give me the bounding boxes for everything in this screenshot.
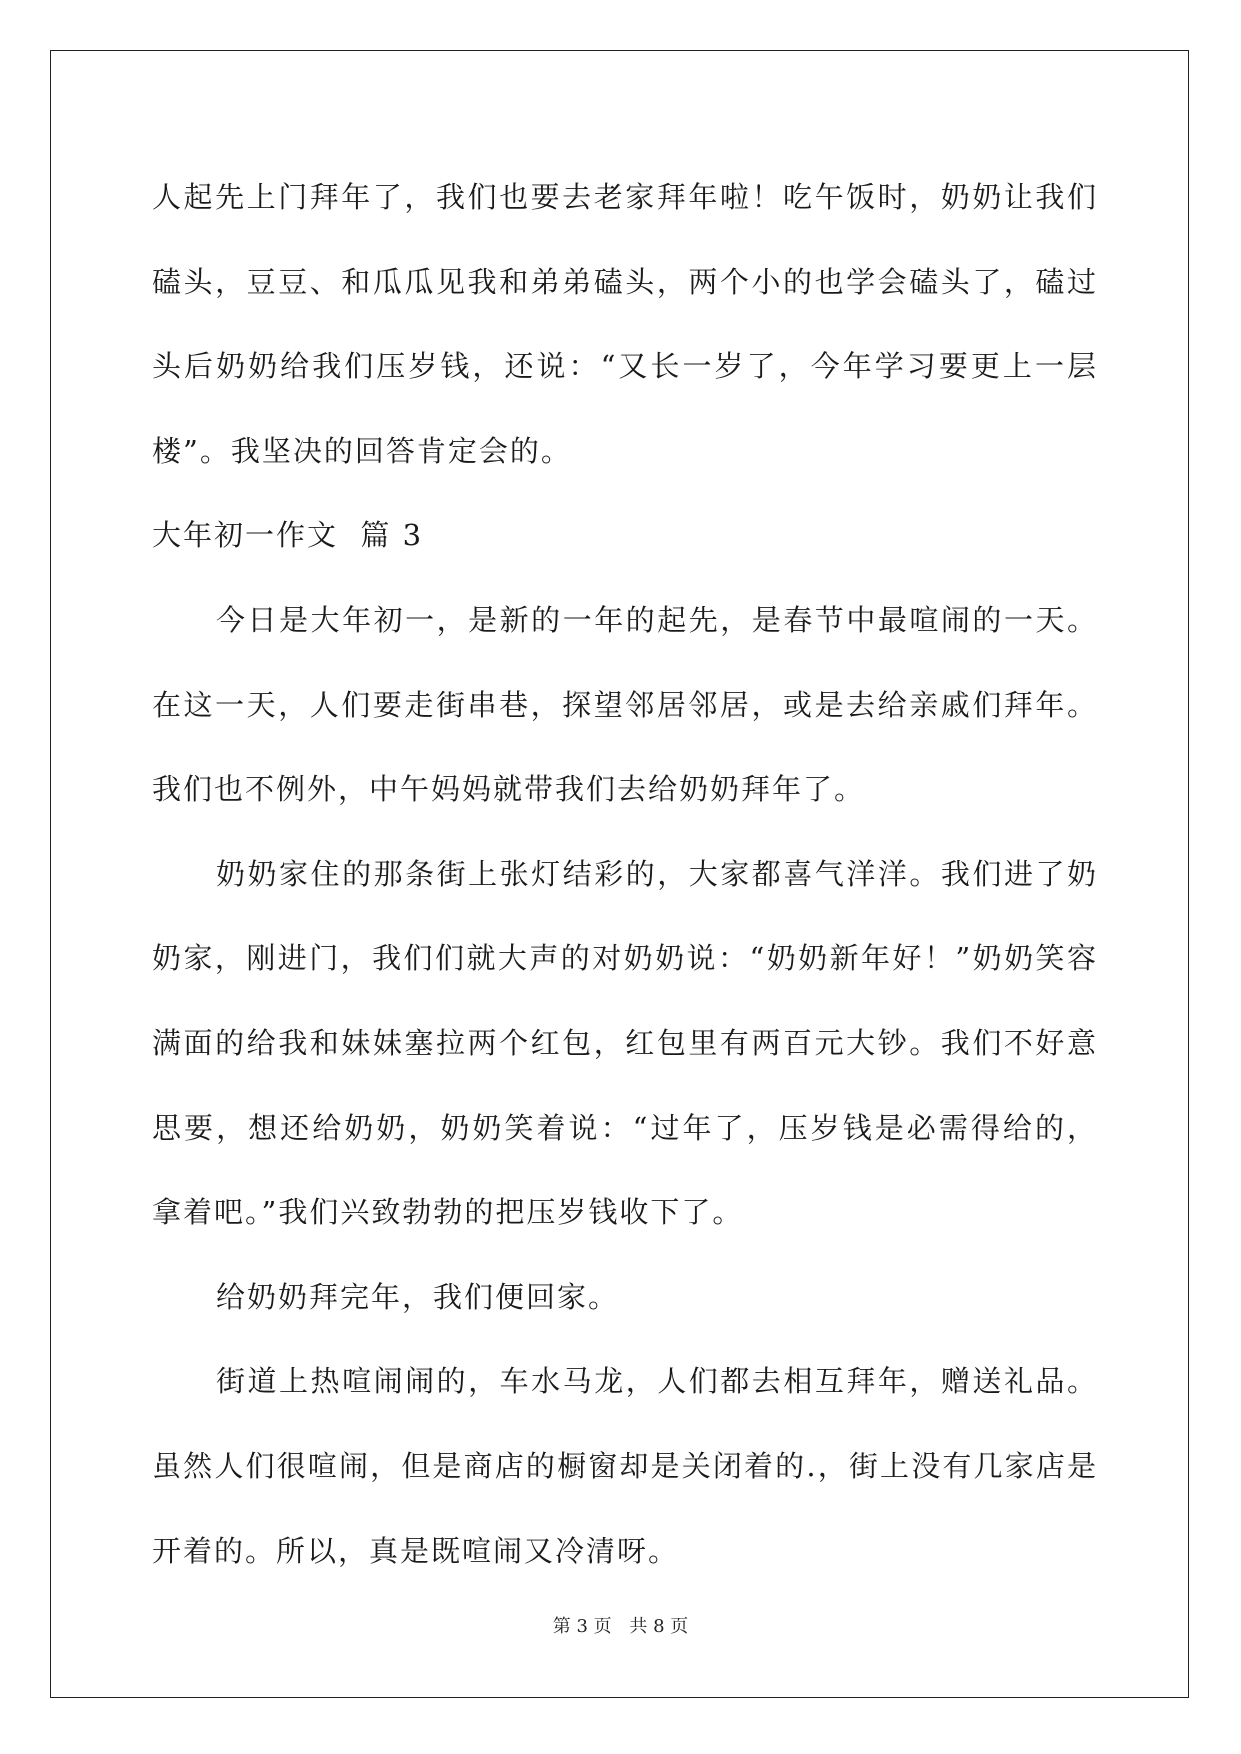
text-line: 思要，想还给奶奶，奶奶笑着说：“过年了，压岁钱是必需得给的， [152,1110,1096,1145]
text-line: 楼”。我坚决的回答肯定会的。 [152,433,572,468]
text-line: 头后奶奶给我们压岁钱，还说：“又长一岁了，今年学习要更上一层 [152,349,1096,384]
text-line: 开着的。所以，真是既喧闹又冷清呀。 [152,1533,680,1568]
text-line: 奶奶家住的那条街上张灯结彩的，大家都喜气洋洋。我们进了奶 [216,856,1096,891]
text-line: 今日是大年初一，是新的一年的起先，是春节中最喧闹的一天。 [216,602,1096,637]
section-heading: 大年初一作文 篇 3 [152,518,424,553]
text-line: 奶家，刚进门，我们们就大声的对奶奶说：“奶奶新年好！”奶奶笑容 [152,941,1096,976]
text-line: 在这一天，人们要走街串巷，探望邻居邻居，或是去给亲戚们拜年。 [152,687,1096,722]
text-line: 给奶奶拜完年，我们便回家。 [216,1279,620,1314]
document-body [152,155,1096,1593]
text-line: 街道上热喧闹闹的，车水马龙，人们都去相互拜年，赠送礼品。 [216,1364,1096,1399]
text-line: 人起先上门拜年了，我们也要去老家拜年啦！吃午饭时，奶奶让我们 [152,180,1096,214]
text-line: 磕头，豆豆、和瓜瓜见我和弟弟磕头，两个小的也学会磕头了，磕过 [152,264,1096,299]
text-line: 拿着吧。”我们兴致勃勃的把压岁钱收下了。 [152,1195,744,1230]
text-line: 虽然人们很喧闹，但是商店的橱窗却是关闭着的.，街上没有几家店是 [152,1448,1096,1483]
text-line: 我们也不例外，中午妈妈就带我们去给奶奶拜年了。 [152,772,866,807]
text-line: 满面的给我和妹妹塞拉两个红包，红包里有两百元大钞。我们不好意 [152,1025,1096,1060]
page-number: 第 3 页 [552,1616,612,1637]
page-footer [0,1612,1241,1638]
page-total: 共 8 页 [629,1616,689,1637]
